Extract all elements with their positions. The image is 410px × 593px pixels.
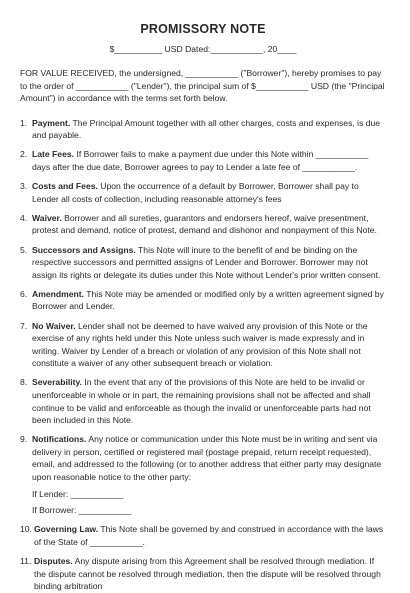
clause-heading: Governing Law. (34, 524, 99, 535)
clause-text: This Note shall be governed by and construed in accordance with the laws of the State of ___________. (34, 524, 384, 547)
notify-lender-line: If Lender: ___________ (32, 488, 124, 499)
clause-number: 6. (20, 288, 28, 299)
document-title: PROMISSORY NOTE (140, 22, 266, 36)
clause-text: In the event that any of the provisions of this Note are held to be invalid or unenforceable in whole or in part, the remaining provisions shall not be affected and shall continue to be valid and enforceable as though the invalid or unenforceable parts had not been included in this Note. (32, 377, 371, 426)
clause-payment (20, 117, 386, 142)
clause-text: The Principal Amount together with all other charges, costs and expenses, is due and payable. (32, 117, 381, 141)
clause-successors-and-assigns (20, 244, 386, 282)
clause-severability (20, 376, 386, 426)
clause-disputes (20, 555, 386, 593)
intro-paragraph: FOR VALUE RECEIVED, the undersigned, ___________ ("Borrower"), hereby promises to pay to the order of ___________ ("Lender"), the principal sum of $___________ USD (the "Principal Amount") in accordance with the terms set forth below. (20, 68, 385, 104)
clause-number: 7. (20, 320, 28, 331)
clause-text: This Note may be amended or modified only by a written agreement signed by Borrower and Lender. (32, 288, 384, 312)
clause-heading: Amendment. (32, 288, 85, 299)
clause-heading: Disputes. (34, 556, 73, 566)
clause-number: 5. (20, 244, 28, 255)
clause-text: Any dispute arising from this Agreement shall be resolved through mediation. If the dispute cannot be resolved through mediation, then the dispute will be resolved through binding arbitration (34, 556, 381, 592)
clause-no-waiver (20, 320, 386, 370)
clause-late-fees (20, 148, 386, 173)
clause-heading: Waiver. (32, 212, 62, 223)
clause-governing-law (20, 523, 386, 548)
clause-heading: Severability. (32, 377, 82, 388)
clause-heading: No Waiver. (32, 320, 76, 331)
clause-number: 2. (20, 149, 28, 160)
clause-text: If Borrower fails to make a payment due under this Note within ___________ days after the due date, Borrower agrees to pay to Lender a late fee of ___________. (32, 149, 369, 173)
notify-borrower-line: If Borrower: ___________ (32, 505, 132, 516)
clause-heading: Payment. (32, 117, 71, 128)
clause-heading: Costs and Fees. (32, 181, 98, 192)
clause-number: 1. (20, 117, 28, 128)
clause-costs-and-fees (20, 180, 386, 205)
clause-text: Borrower and all sureties, guarantors and endorsers hereof, waive presentment, protest and demand, notice of protest, demand and dishonor and nonpayment of this Note. (32, 212, 377, 236)
clause-number: 3. (20, 181, 28, 192)
clause-number: 10. (20, 524, 32, 535)
clause-waiver (20, 212, 386, 237)
amount-date-line: $__________ USD Dated:___________, 20____ (109, 44, 297, 54)
clause-notifications (20, 433, 386, 517)
clause-text: This Note will inure to the benefit of and be binding on the respective successors and permitted assigns of Lender and Borrower. Borrower may not assign its rights or delegate its duties under this Note without Lender's prior written consent. (32, 244, 381, 280)
clause-number: 8. (20, 377, 28, 388)
clause-number: 9. (20, 434, 28, 445)
clause-heading: Late Fees. (32, 149, 75, 160)
clause-number: 4. (20, 212, 28, 223)
clause-list (20, 117, 386, 593)
clause-heading: Successors and Assigns. (32, 244, 136, 255)
notification-addresses (32, 488, 386, 517)
clause-text: Lender shall not be deemed to have waived any provision of this Note or the exercise of any rights held under this Note unless such waiver is made expressly and in writing. Waiver by Lender of a breach or violation of any provision of this Note shall not constitute a waiver of any other subsequent breach or violation. (32, 320, 368, 369)
clause-number: 11. (20, 556, 32, 566)
clause-heading: Notifications. (32, 434, 87, 445)
clause-text: Any notice or communication under this Note must be in writing and sent via delivery in person, certified or registered mail (postage prepaid, return receipt requested), email, and addressed to the following (or to another address that either party may designate upon reasonable notice to the other party: (32, 434, 382, 483)
clause-amendment (20, 288, 386, 313)
clause-text: Upon the occurrence of a default by Borrower, Borrower shall pay to Lender all costs of collection, including reasonable attorney's fees (32, 181, 359, 204)
